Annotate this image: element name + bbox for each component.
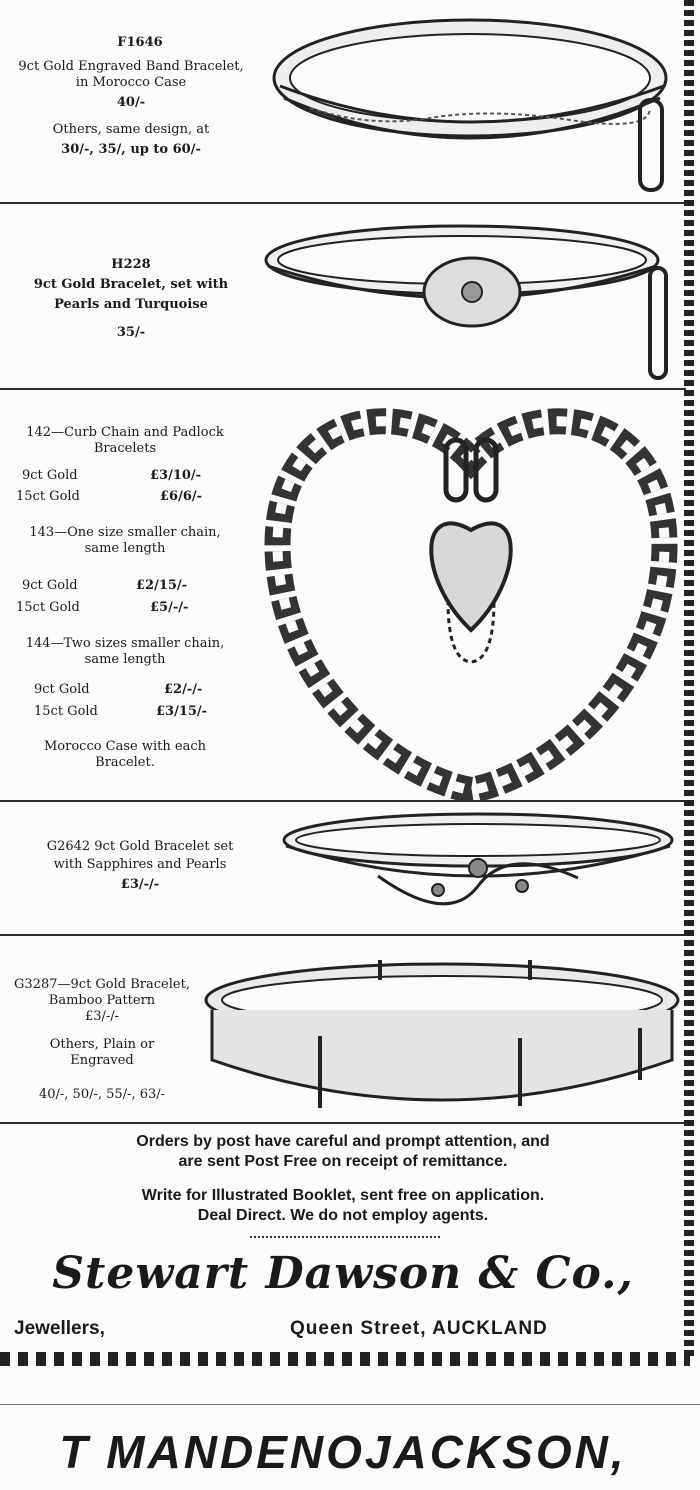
footer-line: Orders by post have careful and prompt attention, and	[136, 1133, 550, 1150]
firm-address: Queen Street, AUCKLAND	[290, 1318, 548, 1339]
item-others: Others, Plain or	[49, 1037, 155, 1052]
item-subtitle: same length	[84, 652, 166, 667]
divider	[0, 388, 686, 390]
item-case-note: Bracelet.	[95, 755, 155, 770]
item-code: F1646	[117, 35, 163, 50]
bamboo-bracelet-image	[200, 940, 684, 1116]
item-case-note: Morocco Case with each	[43, 739, 206, 754]
item-subtitle: same length	[84, 541, 166, 556]
item-others-prices: 30/-, 35/, up to 60/-	[61, 142, 201, 157]
item-others: Engraved	[70, 1053, 134, 1068]
price-value: £2/-/-	[164, 682, 203, 697]
item-others: Others, same design, at	[52, 122, 210, 137]
divider	[0, 934, 686, 936]
ornamental-rule	[250, 1236, 440, 1240]
item-price: 35/-	[116, 325, 146, 340]
price-label: 15ct Gold	[16, 600, 80, 615]
item-price: £3/-/-	[84, 1009, 120, 1024]
engraved-band-bracelet-image	[270, 8, 688, 196]
scalloped-border	[0, 1352, 690, 1366]
padlock-chain-bracelet-image	[258, 400, 684, 800]
divider	[0, 1122, 686, 1124]
price-label: 9ct Gold	[22, 578, 78, 593]
item-price: 40/-	[116, 95, 146, 110]
price-label: 9ct Gold	[34, 682, 90, 697]
item-subtitle: 144—Two sizes smaller chain,	[25, 636, 225, 651]
footer-line: Write for Illustrated Booklet, sent free on application.	[141, 1187, 545, 1204]
item-title: 142—Curb Chain and Padlock	[26, 425, 224, 440]
item-subtitle: 143—One size smaller chain,	[29, 525, 221, 540]
item-desc: 9ct Gold Engraved Band Bracelet,	[18, 59, 244, 74]
divider	[0, 1404, 700, 1407]
item-desc: Bamboo Pattern	[48, 993, 156, 1008]
item-desc: in Morocco Case	[75, 75, 187, 90]
price-value: £6/6/-	[160, 489, 203, 504]
pearl-turquoise-bracelet-image	[262, 210, 682, 382]
item-desc: with Sapphires and Pearls	[53, 857, 227, 872]
divider	[0, 800, 686, 802]
firm-trade: Jewellers,	[14, 1318, 105, 1339]
price-label: 9ct Gold	[22, 468, 78, 483]
price-label: 15ct Gold	[16, 489, 80, 504]
item-desc: G3287—9ct Gold Bracelet,	[14, 977, 190, 992]
item-others-prices: 40/-, 50/-, 55/-, 63/-	[38, 1087, 166, 1102]
price-value: £5/-/-	[150, 600, 189, 615]
footer-line: Deal Direct. We do not employ agents.	[197, 1207, 489, 1224]
price-value: £3/15/-	[156, 704, 208, 719]
divider	[0, 202, 686, 204]
firm-name: Stewart Dawson & Co.,	[52, 1248, 634, 1299]
item-desc: Pearls and Turquoise	[54, 297, 208, 312]
item-code: H228	[111, 257, 151, 272]
item-desc: 9ct Gold Bracelet, set with	[33, 277, 229, 292]
item-price: £3/-/-	[120, 877, 160, 892]
footer-line: are sent Post Free on receipt of remittance.	[178, 1153, 508, 1170]
item-desc: G2642 9ct Gold Bracelet set	[46, 839, 234, 854]
sapphire-pearl-bracelet-image	[278, 806, 684, 932]
price-value: £2/15/-	[136, 578, 188, 593]
bottom-heading: T MANDENOJACKSON,	[59, 1426, 627, 1478]
price-value: £3/10/-	[150, 468, 202, 483]
item-title: Bracelets	[93, 441, 157, 456]
price-label: 15ct Gold	[34, 704, 98, 719]
